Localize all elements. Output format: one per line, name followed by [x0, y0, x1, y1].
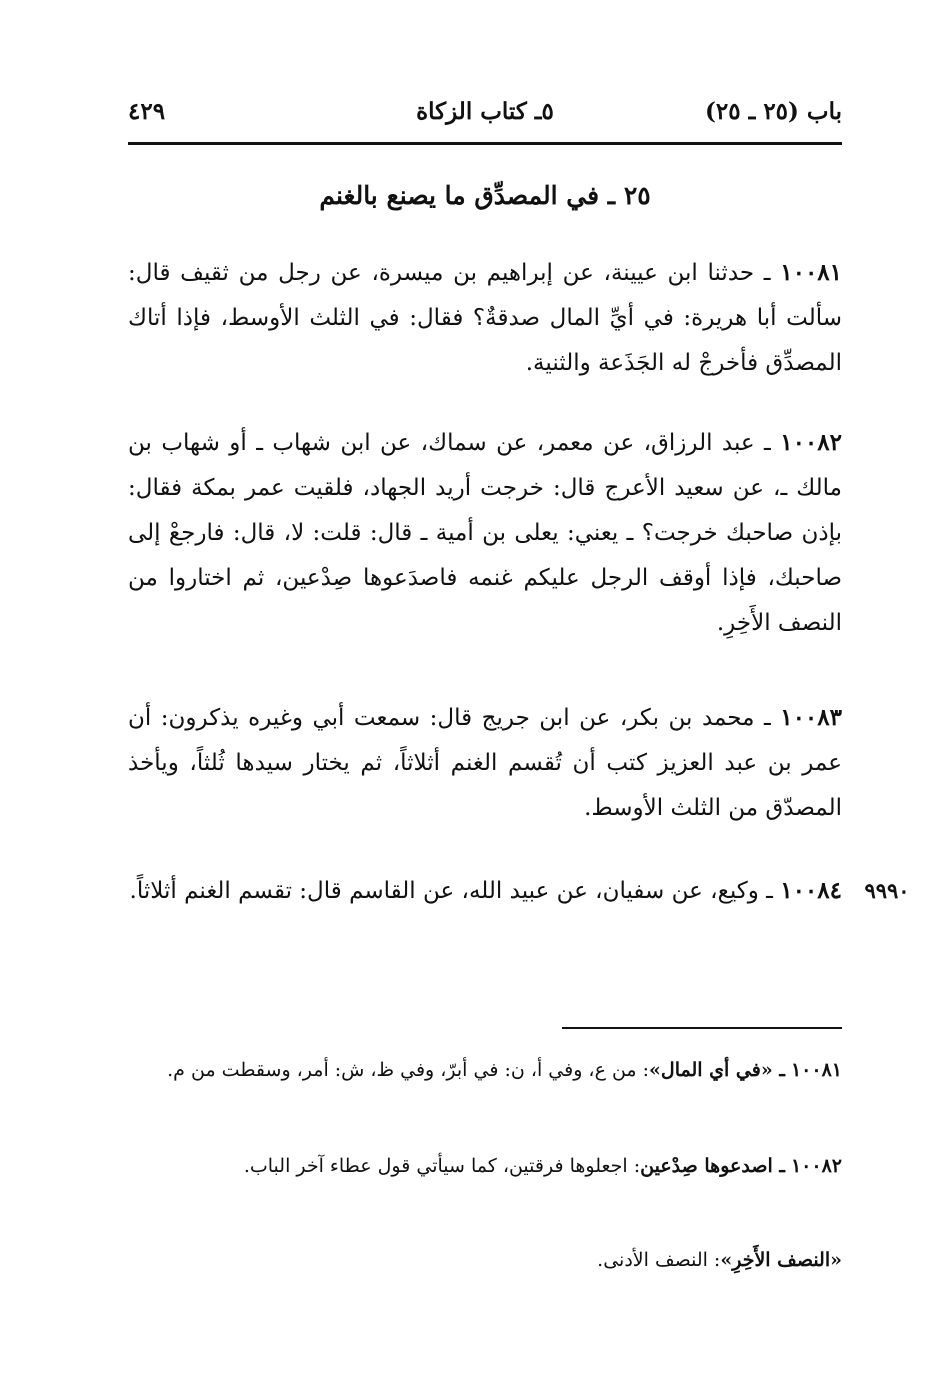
footnote-term: ـ اصدعوها صِدْعين — [640, 1155, 785, 1177]
hadith-text: ـ وكيع، عن سفيان، عن عبيد الله، عن القاسم قال: تقسم الغنم أثلاثاً. — [129, 878, 773, 904]
hadith-entry — [128, 868, 842, 914]
running-header — [128, 92, 842, 132]
footnote-text: : النصف الأدنى. — [597, 1249, 721, 1271]
hadith-number: ١٠٠٨١ — [780, 259, 843, 286]
hadith-number: ١٠٠٨٤ — [780, 877, 842, 904]
footnote-term: ـ «في أي المال» — [649, 1059, 785, 1081]
hadith-entry — [128, 250, 842, 386]
footnote-text: : من ع، وفي أ، ن: في أبرّ، وفي ظ، ش: أمر، وسقطت من م. — [167, 1059, 650, 1081]
header-chapter-range: باب (٢٥ ـ ٢٥) — [704, 98, 842, 125]
footnote — [128, 1240, 842, 1280]
page-number: ٤٢٩ — [128, 98, 166, 125]
hadith-entry — [128, 420, 842, 646]
footnote-term: «النصف الأَخِرِ» — [720, 1249, 842, 1271]
hadith-text: ـ محمد بن بكر، عن ابن جريج قال: سمعت أبي وغيره يذكرون: أن عمر بن عبد العزيز كتب أن تُقسم الغنم أثلاثاً، ثم يختار سيدها ثُلثاً، ويأخذ المصدّق من الثلث الأوسط. — [128, 705, 842, 821]
footnote — [128, 1050, 842, 1090]
hadith-entry — [128, 695, 842, 831]
section-heading: ٢٥ ـ في المصدِّق ما يصنع بالغنم — [319, 181, 651, 210]
footnote — [128, 1146, 842, 1186]
footnote-rule — [562, 1027, 842, 1029]
footnote-text: : اجعلوها فرقتين، كما سيأتي قول عطاء آخر الباب. — [243, 1155, 641, 1177]
header-book-title: ٥ـ كتاب الزكاة — [416, 98, 554, 125]
margin-cross-reference: ٩٩٩٠ — [864, 878, 910, 903]
hadith-text: ـ حدثنا ابن عيينة، عن إبراهيم بن ميسرة، عن رجل من ثقيف قال: سألت أبا هريرة: في أيِّ المال صدقةٌ؟ فقال: في الثلث الأوسط، فإذا أتاك المصدِّق فأخرجْ له الجَذَعة والثنية. — [128, 260, 842, 376]
hadith-number: ١٠٠٨٣ — [780, 704, 842, 731]
footnote-number: ١٠٠٨٢ — [790, 1155, 842, 1177]
footnote-number: ١٠٠٨١ — [790, 1059, 842, 1081]
hadith-number: ١٠٠٨٢ — [780, 429, 842, 456]
header-rule — [128, 142, 842, 145]
hadith-text: ـ عبد الرزاق، عن معمر، عن سماك، عن ابن شهاب ـ أو شهاب بن مالك ـ، عن سعيد الأعرج قال: خرجت أريد الجهاد، فلقيت عمر بمكة فقال: بإذن صاحبك خرجت؟ ـ يعني: يعلى بن أمية ـ قال: قلت: لا، قال: فارجعْ إلى صاحبك، فإذا أوقف الرجل عليكم غنمه فاصدَعوها صِدْعين، ثم اختاروا من النصف الأَخِرِ. — [128, 430, 842, 636]
